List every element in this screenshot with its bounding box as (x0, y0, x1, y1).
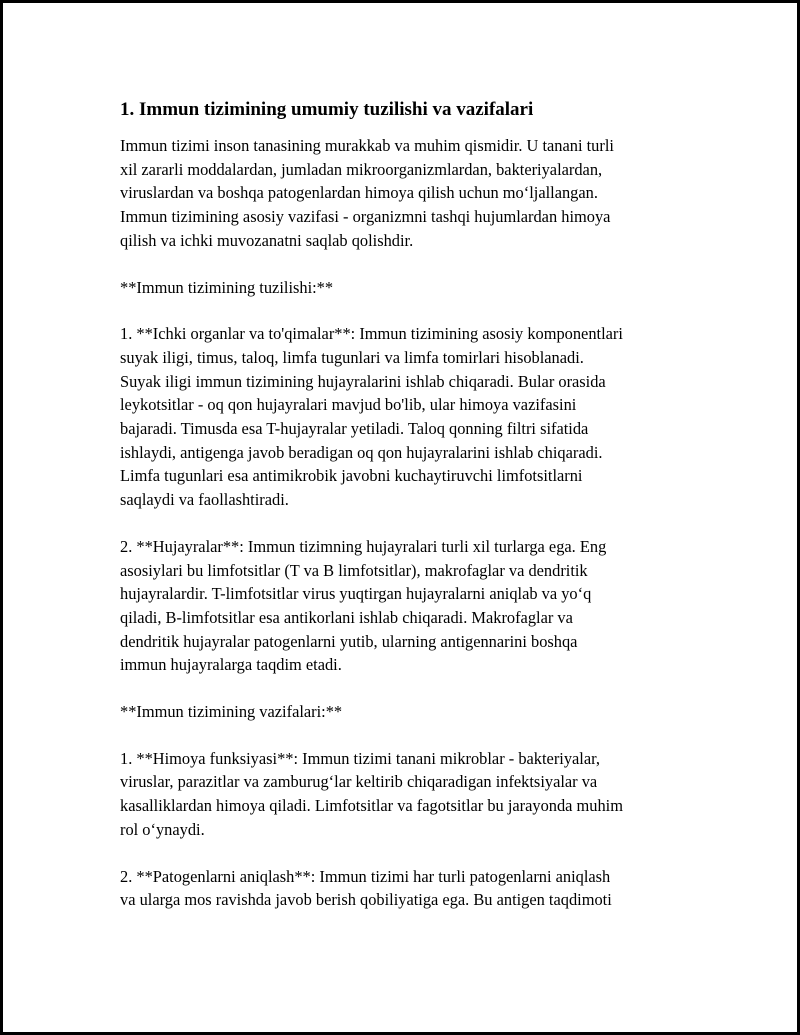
section-heading: 1. Immun tizimining umumiy tuzilishi va vazifalari (120, 99, 534, 120)
functions-subheading: **Immun tizimining vazifalari:** (120, 702, 343, 722)
protection-paragraph: 1. **Himoya funksiyasi**: Immun tizimi tanani mikroblar - bakteriyalar, viruslar, parazitlar va zamburug‘lar keltirib chiqaradigan infektsiyalar va kasalliklardan himoya qiladi. Limfotsitlar va fagotsitlar bu jarayonda muhim rol o‘ynaydi. (120, 748, 623, 839)
intro-paragraph: Immun tizimi inson tanasining murakkab va muhim qismidir. U tanani turli xil zararli moddalardan, jumladan mikroorganizmlardan, bakteriyalardan, viruslardan va boshqa patogenlardan himoya qilish uchun mo‘ljallangan. Immun tizimining asosiy vazifasi - organizmni tashqi hujumlardan himoya qilish va ichki muvozanatni saqlab qolishdir. (120, 136, 614, 250)
organs-paragraph: 1. **Ichki organlar va to'qimalar**: Immun tizimining asosiy komponentlari suyak iligi, timus, taloq, limfa tugunlari va limfa tomirlari hisoblanadi. Suyak iligi immun tizimining hujayralarini ishlab chiqaradi. Bular orasida leykotsitlar - oq qon hujayralari mavjud bo'lib, ular himoya vazifasini bajaradi. Timusda esa T-hujayralar yetiladi. Taloq qonning filtri sifatida ishlaydi, antigenga javob beradigan oq qon hujayralarini ishlab chiqaradi. Limfa tugunlari esa antimikrobik javobni kuchaytiruvchi limfotsitlarni saqlaydi va faollashtiradi. (120, 324, 623, 510)
pathogen-detection-paragraph: 2. **Patogenlarni aniqlash**: Immun tizimi har turli patogenlarni aniqlash va ularga mos ravishda javob berish qobiliyatiga ega. Bu antigen taqdimoti (120, 866, 612, 910)
structure-subheading: **Immun tizimining tuzilishi:** (120, 277, 334, 297)
document-content (120, 98, 700, 935)
cells-paragraph: 2. **Hujayralar**: Immun tizimning hujayralari turli xil turlarga ega. Eng asosiylari bu limfotsitlar (T va B limfotsitlar), makrofaglar va dendritik hujayralardir. T-limfotsitlar virus yuqtirgan hujayralarni aniqlab va yo‘q qiladi, B-limfotsitlar esa antikorlani ishlab chiqaradi. Makrofaglar va dendritik hujayralar patogenlarni yutib, ularning antigennarini boshqa immun hujayralarga taqdim etadi. (120, 536, 607, 675)
